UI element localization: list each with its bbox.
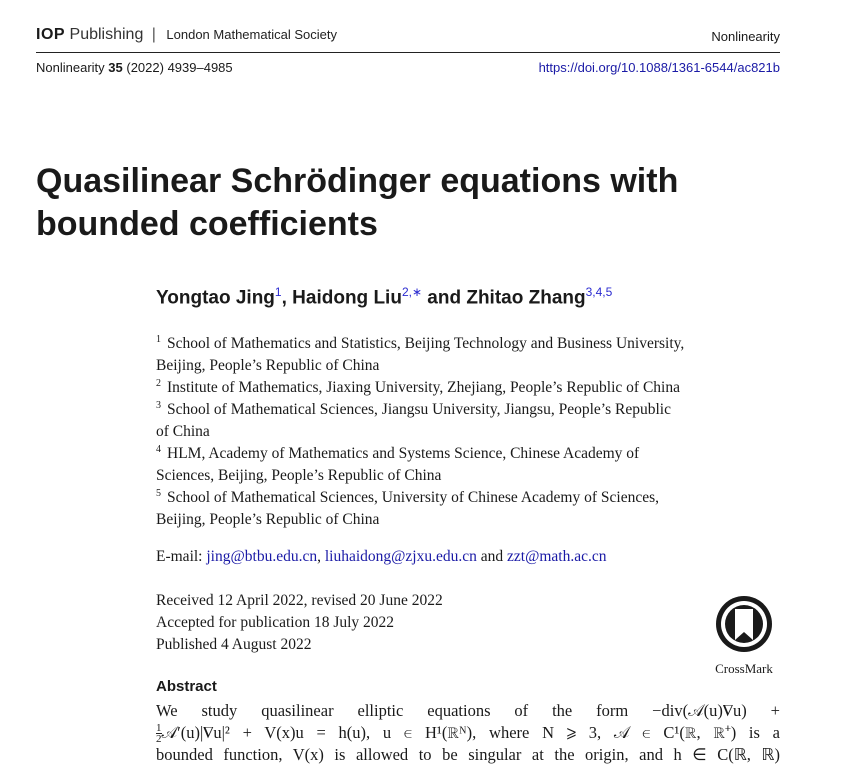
affiliation-number: 4 <box>156 444 161 455</box>
affiliation-text: Beijing, People’s Republic of China <box>156 511 380 529</box>
author-separator: , <box>281 287 293 309</box>
received-date: Received 12 April 2022, revised 20 June 2022 <box>156 592 443 609</box>
publisher-name-bold: IOP <box>36 26 66 43</box>
author-list <box>156 285 612 309</box>
publisher-name: Publishing <box>69 26 144 43</box>
journal-header <box>36 24 780 53</box>
abstract-heading: Abstract <box>156 678 217 695</box>
doi-link[interactable]: https://doi.org/10.1088/1361-6544/ac821b <box>538 60 780 75</box>
author-name: Zhitao Zhang <box>466 287 586 309</box>
affiliation-1 <box>156 329 776 377</box>
publisher-logo <box>36 26 337 44</box>
math-fraction: $\frac{1}{2}$ <box>156 722 162 746</box>
citation-volume: 35 <box>108 60 123 75</box>
affiliation-text: School of Mathematical Sciences, Jiangsu University, Jiangsu, People’s Republic <box>167 401 671 419</box>
affiliation-text: of China <box>156 423 210 441</box>
crossmark-icon <box>714 594 774 654</box>
author-affiliation-ref[interactable]: 2,∗ <box>401 285 422 299</box>
abstract-line: We study quasilinear elliptic equations of the form −div(𝒜(u)∇u) + <box>156 701 780 720</box>
citation-year-pages: (2022) 4939–4985 <box>126 60 233 75</box>
author-separator: and <box>422 287 467 309</box>
email-link-1[interactable]: jing@btbu.edu.cn <box>206 548 318 565</box>
citation-line <box>36 60 233 75</box>
paper-title <box>36 160 796 246</box>
society-name: London Mathematical Society <box>166 27 337 42</box>
author-name: Yongtao Jing <box>156 287 275 309</box>
abstract-line: bounded function, V(x) is allowed to be singular at the origin, and h ∈ C(ℝ, ℝ) <box>156 745 780 765</box>
abstract-line-rest: 𝒜′(u)|∇u|² + V(x)u = h(u), u ∈ H¹(ℝᴺ), where N ⩾ 3, 𝒜 ∈ C¹(ℝ, ℝ⁺) is a <box>161 722 780 742</box>
email-and: and <box>480 548 504 565</box>
crossmark-badge[interactable] <box>706 594 782 677</box>
author-name: Haidong Liu <box>292 287 402 309</box>
affiliation-text: Institute of Mathematics, Jiaxing University, Zhejiang, People’s Republic of China <box>167 379 680 397</box>
citation-journal: Nonlinearity <box>36 60 105 75</box>
affiliation-number: 1 <box>156 334 161 345</box>
affiliation-4 <box>156 439 776 487</box>
affiliation-5 <box>156 483 776 531</box>
title-line-2: bounded coefficients <box>36 205 378 243</box>
abstract-line <box>156 722 780 745</box>
author-affiliation-ref[interactable]: 1 <box>274 285 282 299</box>
email-separator: , <box>317 548 321 565</box>
affiliation-text: HLM, Academy of Mathematics and Systems Science, Chinese Academy of <box>167 445 640 463</box>
published-date: Published 4 August 2022 <box>156 636 312 653</box>
publication-dates <box>156 590 443 656</box>
affiliation-3 <box>156 395 776 443</box>
author-affiliation-ref[interactable]: 3,4,5 <box>585 285 613 299</box>
header-separator: | <box>151 26 156 43</box>
email-link-3[interactable]: zzt@math.ac.cn <box>507 548 607 565</box>
affiliation-text: Sciences, Beijing, People’s Republic of China <box>156 467 442 485</box>
affiliation-number: 3 <box>156 400 161 411</box>
affiliation-number: 5 <box>156 488 161 499</box>
journal-name: Nonlinearity <box>711 29 780 44</box>
affiliation-text: School of Mathematical Sciences, University of Chinese Academy of Sciences, <box>167 489 659 507</box>
affiliation-number: 2 <box>156 378 161 389</box>
email-link-2[interactable]: liuhaidong@zjxu.edu.cn <box>324 548 477 565</box>
crossmark-label: CrossMark <box>715 661 773 676</box>
accepted-date: Accepted for publication 18 July 2022 <box>156 614 395 631</box>
email-line <box>156 548 606 566</box>
affiliation-text: School of Mathematics and Statistics, Beijing Technology and Business University, <box>167 335 685 353</box>
abstract-text <box>156 700 780 766</box>
affiliation-text: Beijing, People’s Republic of China <box>156 357 380 375</box>
email-label: E-mail: <box>156 548 203 565</box>
title-line-1: Quasilinear Schrödinger equations with <box>36 162 679 200</box>
